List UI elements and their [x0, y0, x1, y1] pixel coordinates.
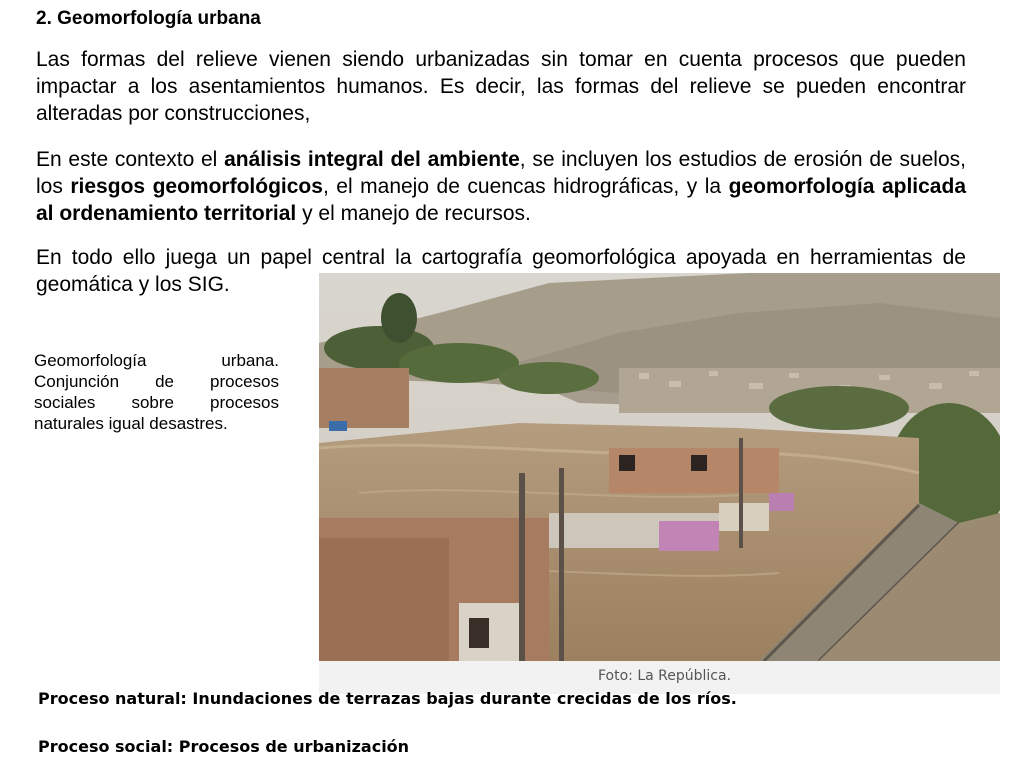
context-text-2: , se incluyen los estudios de erosión de suelos, los: [36, 148, 966, 198]
context-bold-1: análisis integral del ambiente: [224, 148, 520, 171]
flood-scene-illustration: [319, 273, 1000, 661]
context-text-3: , el manejo de cuencas hidrográficas, y la: [322, 175, 729, 198]
natural-process-note: Proceso natural: Inundaciones de terrazas bajas durante crecidas de los ríos.: [38, 689, 737, 708]
section-title: 2. Geomorfología urbana: [36, 8, 261, 29]
photo-credit: Foto: La República.: [598, 668, 732, 684]
flood-photo: [319, 273, 1000, 694]
photo-caption: Geomorfología urbana. Conjunción de procesos sociales sobre procesos naturales igual desastres.: [34, 351, 279, 433]
paragraph-context: [36, 146, 966, 227]
context-bold-2: riesgos geomorfológicos: [70, 175, 323, 198]
paragraph-cartography: En todo ello juega un papel central la cartografía geomorfológica apoyada en herramientas de geomática y los SIG.: [36, 246, 966, 296]
social-process-note: Proceso social: Procesos de urbanización: [38, 737, 410, 756]
context-text-4: y el manejo de recursos.: [296, 202, 531, 225]
context-text-1: En este contexto el: [36, 148, 225, 171]
paragraph-intro: Las formas del relieve vienen siendo urbanizadas sin tomar en cuenta procesos que pueden impactar a los asentamientos humanos. Es decir, las formas del relieve se pueden encontrar alteradas por construcciones,: [36, 48, 966, 125]
context-bold-3: geomorfología aplicada al ordenamiento territorial: [36, 175, 966, 225]
